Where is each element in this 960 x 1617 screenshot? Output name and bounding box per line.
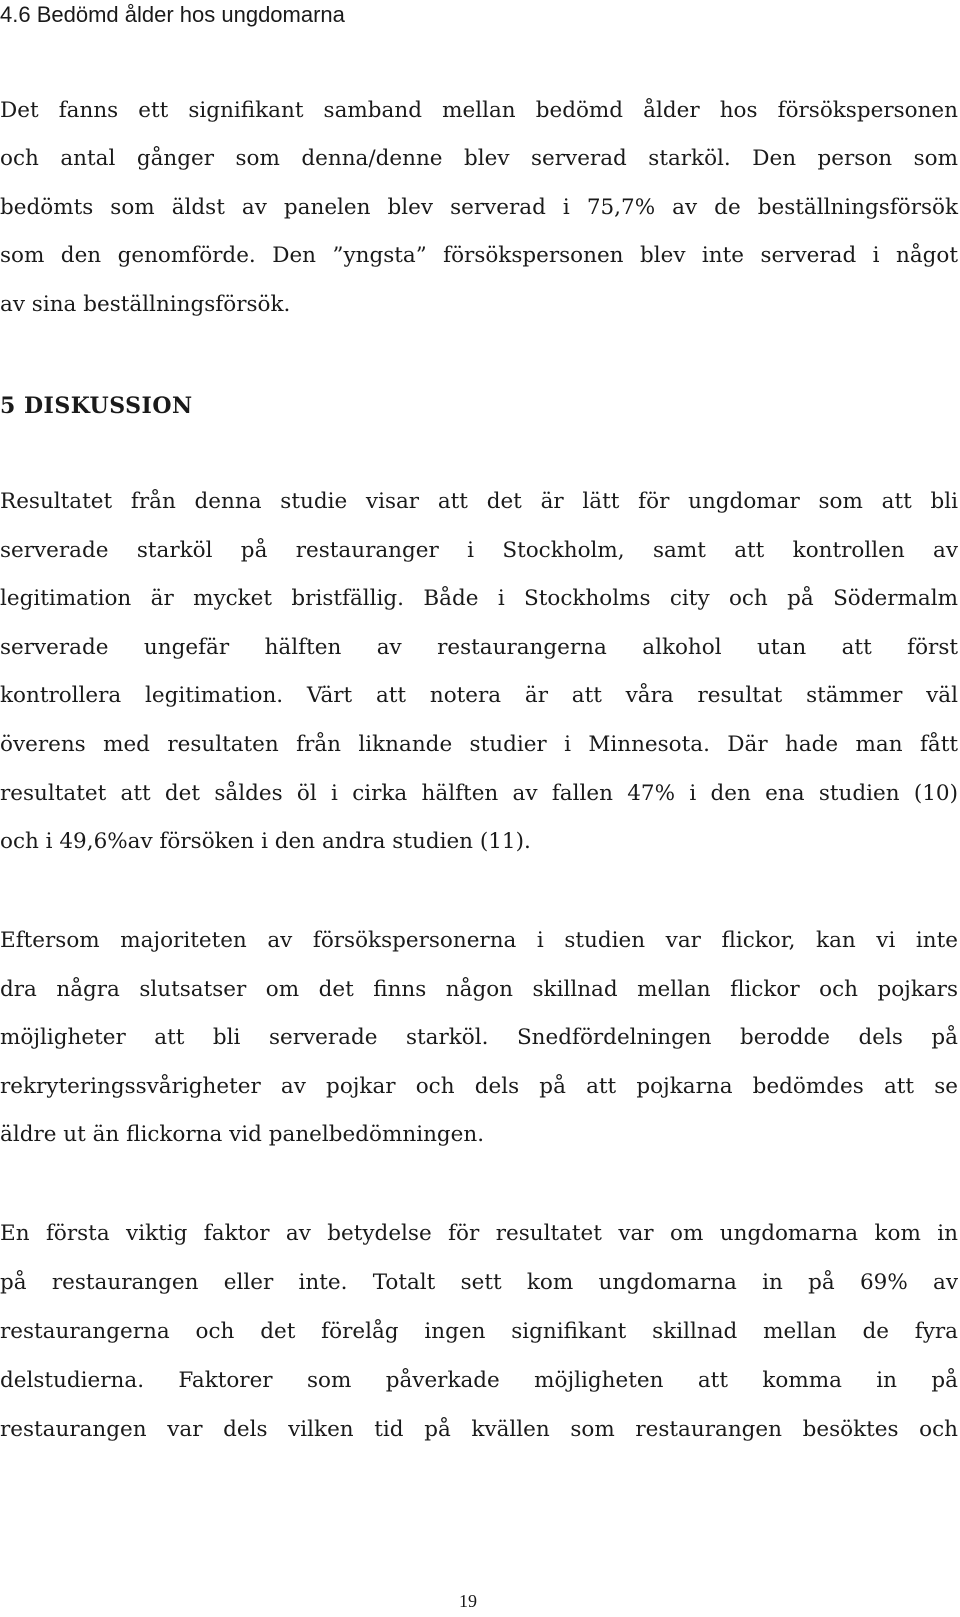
paragraph-2-line-3: legitimation är mycket bristfällig. Både i Stockholms city och på Södermalm [0, 586, 958, 611]
page-number: 19 [459, 1591, 477, 1611]
paragraph-2-line-7: resultatet att det såldes öl i cirka hälften av fallen 47% i den ena studien (10) [0, 781, 958, 806]
paragraph-4-line-3: restaurangerna och det förelåg ingen signifikant skillnad mellan de fyra [0, 1319, 958, 1344]
paragraph-4-line-4: delstudierna. Faktorer som påverkade möjligheten att komma in på [0, 1368, 958, 1393]
paragraph-1-line-3: bedömts som äldst av panelen blev serverad i 75,7% av de beställningsförsök [0, 195, 958, 220]
paragraph-4-line-1: En första viktig faktor av betydelse för resultatet var om ungdomarna kom in [0, 1221, 958, 1246]
paragraph-1-line-2: och antal gånger som denna/denne blev serverad starköl. Den person som [0, 146, 958, 171]
paragraph-2-line-2: serverade starköl på restauranger i Stockholm, samt att kontrollen av [0, 538, 958, 563]
subsection-heading: 4.6 Bedömd ålder hos ungdomarna [0, 2, 345, 27]
paragraph-2-line-5: kontrollera legitimation. Värt att notera är att våra resultat stämmer väl [0, 683, 958, 708]
paragraph-2-line-6: överens med resultaten från liknande studier i Minnesota. Där hade man fått [0, 732, 958, 757]
paragraph-1-line-4: som den genomförde. Den ”yngsta” försökspersonen blev inte serverad i något [0, 243, 958, 268]
paragraph-3-line-1: Eftersom majoriteten av försökspersonerna i studien var flickor, kan vi inte [0, 928, 958, 953]
paragraph-1-line-5: av sina beställningsförsök. [0, 292, 291, 317]
paragraph-3-line-4: rekryteringssvårigheter av pojkar och dels på att pojkarna bedömdes att se [0, 1074, 958, 1099]
section-title: 5 DISKUSSION [0, 393, 193, 419]
paragraph-1-line-1: Det fanns ett signifikant samband mellan bedömd ålder hos försökspersonen [0, 98, 958, 123]
paragraph-2-line-8: och i 49,6%av försöken i den andra studien (11). [0, 829, 531, 854]
paragraph-2-line-4: serverade ungefär hälften av restaurangerna alkohol utan att först [0, 635, 958, 660]
paragraph-3-line-2: dra några slutsatser om det finns någon skillnad mellan flickor och pojkars [0, 977, 958, 1002]
paragraph-4-line-2: på restaurangen eller inte. Totalt sett kom ungdomarna in på 69% av [0, 1270, 958, 1295]
paragraph-2-line-1: Resultatet från denna studie visar att det är lätt för ungdomar som att bli [0, 489, 958, 514]
paragraph-4-line-5: restaurangen var dels vilken tid på kvällen som restaurangen besöktes och [0, 1417, 958, 1442]
paragraph-3-line-3: möjligheter att bli serverade starköl. Snedfördelningen berodde dels på [0, 1025, 958, 1050]
paragraph-3-line-5: äldre ut än flickorna vid panelbedömningen. [0, 1122, 485, 1147]
